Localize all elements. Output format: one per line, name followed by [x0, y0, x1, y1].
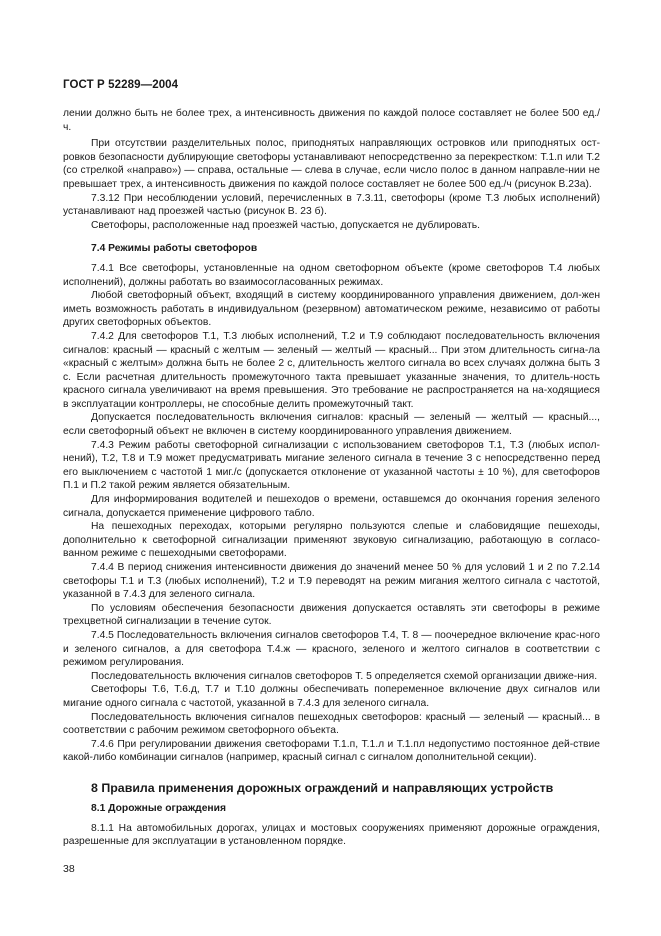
paragraph: Светофоры, расположенные над проезжей частью, допускается не дублировать. [91, 219, 480, 231]
paragraph: 7.4.6 При регулировании движения светофорами Т.1.п, Т.1.л и Т.1.пл недопустимо постоянное дей-ствие какой-либо комбинации сигналов (например, красный сигнал с сигналом дополнительной секции). [63, 738, 600, 764]
section-heading-8-1: 8.1 Дорожные ограждения [91, 802, 226, 814]
paragraph: Любой светофорный объект, входящий в систему координированного управления движением, дол-жен иметь возможность работать в индивидуальном (резервном) автоматическом режиме, независимо от работы других светофорных объектов. [63, 290, 600, 329]
page-number: 38 [63, 863, 75, 875]
paragraph: 7.4.1 Все светофоры, установленные на одном светофорном объекте (кроме светофоров Т.4 любых исполнений), должны работать во взаимосогласованных режимах. [63, 262, 600, 288]
paragraph: Последовательность включения сигналов светофоров Т. 5 определяется схемой организации движе-ния. [91, 670, 598, 682]
section-heading-8: 8 Правила применения дорожных ограждений и направляющих устройств [91, 780, 554, 795]
paragraph: На пешеходных переходах, которыми регулярно пользуются слепые и слабовидящие пешеходы, дополнительно к светофорной сигнализации применяют звуковую сигнализацию, работающую в согласо-ванном режиме с пешеходными светофорами. [63, 521, 600, 560]
paragraph: 8.1.1 На автомобильных дорогах, улицах и мостовых сооружениях применяют дорожные ограждения, разрешенные для эксплуатации в установленном порядке. [63, 822, 600, 848]
paragraph: 7.4.3 Режим работы светофорной сигнализации с использованием светофоров Т.1, Т.3 (любых испол-нений), Т.2, Т.8 и Т.9 может предусматривать мигание зеленого сигнала в течение 3 с непосредственно перед его выключением с частотой 1 миг./с (допускается отклонение от указанной частоты ± 10 %), для светофоров П.1 и П.2 такой режим является обязательным. [63, 439, 600, 492]
paragraph: 7.4.2 Для светофоров Т.1, Т.3 любых исполнений, Т.2 и Т.9 соблюдают последовательность включения сигналов: красный — красный с желтым — зеленый — желтый — красный... При этом длительность сигна-ла «красный с желтым» должна быть не более 2 с, длительность желтого сигнала во всех случаях должна быть 3 с. Если расчетная длительность промежуточного такта превышает указанные значения, то длитель-ность красного сигнала увеличивают на время превышения. Это требование не распространяется на на-ходящиеся в эксплуатации контроллеры, не способные делить промежуточный такт. [63, 330, 600, 410]
paragraph: 7.3.12 При несоблюдении условий, перечисленных в 7.3.11, светофоры (кроме Т.3 любых исполнений) устанавливают над проезжей частью (рисунок В. 23 б). [63, 192, 600, 218]
document-body [63, 107, 600, 849]
paragraph: По условиям обеспечения безопасности движения допускается оставлять эти светофоры в режиме трехцветной сигнализации в течение суток. [63, 602, 600, 628]
paragraph: лении должно быть не более трех, а интенсивность движения по каждой полосе составляет не более 500 ед./ч. [63, 108, 600, 133]
paragraph: Для информирования водителей и пешеходов о времени, оставшемся до окончания горения зеленого сигнала, допускается применение цифрового табло. [63, 494, 600, 519]
paragraph: Последовательность включения сигналов пешеходных светофоров: красный — зеленый — красный... в соответствии с рабочим режимом светофорного объекта. [63, 711, 600, 737]
paragraph: Светофоры Т.6, Т.6.д, Т.7 и Т.10 должны обеспечивать попеременное включение двух сигналов или мигание одного сигнала с частотой, указанной в 7.4.3 для зеленого сигнала. [63, 684, 600, 709]
paragraph: 7.4.4 В период снижения интенсивности движения до значений менее 50 % для условий 1 и 2 по 7.2.14 светофоры Т.1 и Т.3 (любых исполнений), Т.2 и Т.9 переводят на режим мигания желтого сигнала с частотой, указанной в 7.4.3 для зеленого сигнала. [63, 562, 600, 601]
paragraph: Допускается последовательность включения сигналов: красный — зеленый — желтый — красный..., если светофорный объект не включен в систему координированного управления движением. [63, 412, 600, 438]
paragraph: При отсутствии разделительных полос, приподнятых направляющих островков или приподнятых ост-ровков безопасности дублирующие светофоры устанавливают непосредственно за перекрестком: Т.1.п или Т.2 (со стрелкой «направо») — справа, остальные — слева в случае, если число полос в данном направле-нии не превышает трех, а интенсивность движения по каждой полосе составляет не более 500 ед./ч (рисунок В.23а). [63, 138, 600, 190]
section-heading-7-4: 7.4 Режимы работы светофоров [91, 243, 258, 255]
standard-header: ГОСТ Р 52289—2004 [63, 79, 179, 91]
paragraph: 7.4.5 Последовательность включения сигналов светофоров Т.4, Т. 8 — поочередное включение крас-ного и зеленого сигналов, а для светофора Т.4.ж — красного, зеленого и желтого сигналов в соответствии с режимом регулирования. [63, 629, 600, 669]
